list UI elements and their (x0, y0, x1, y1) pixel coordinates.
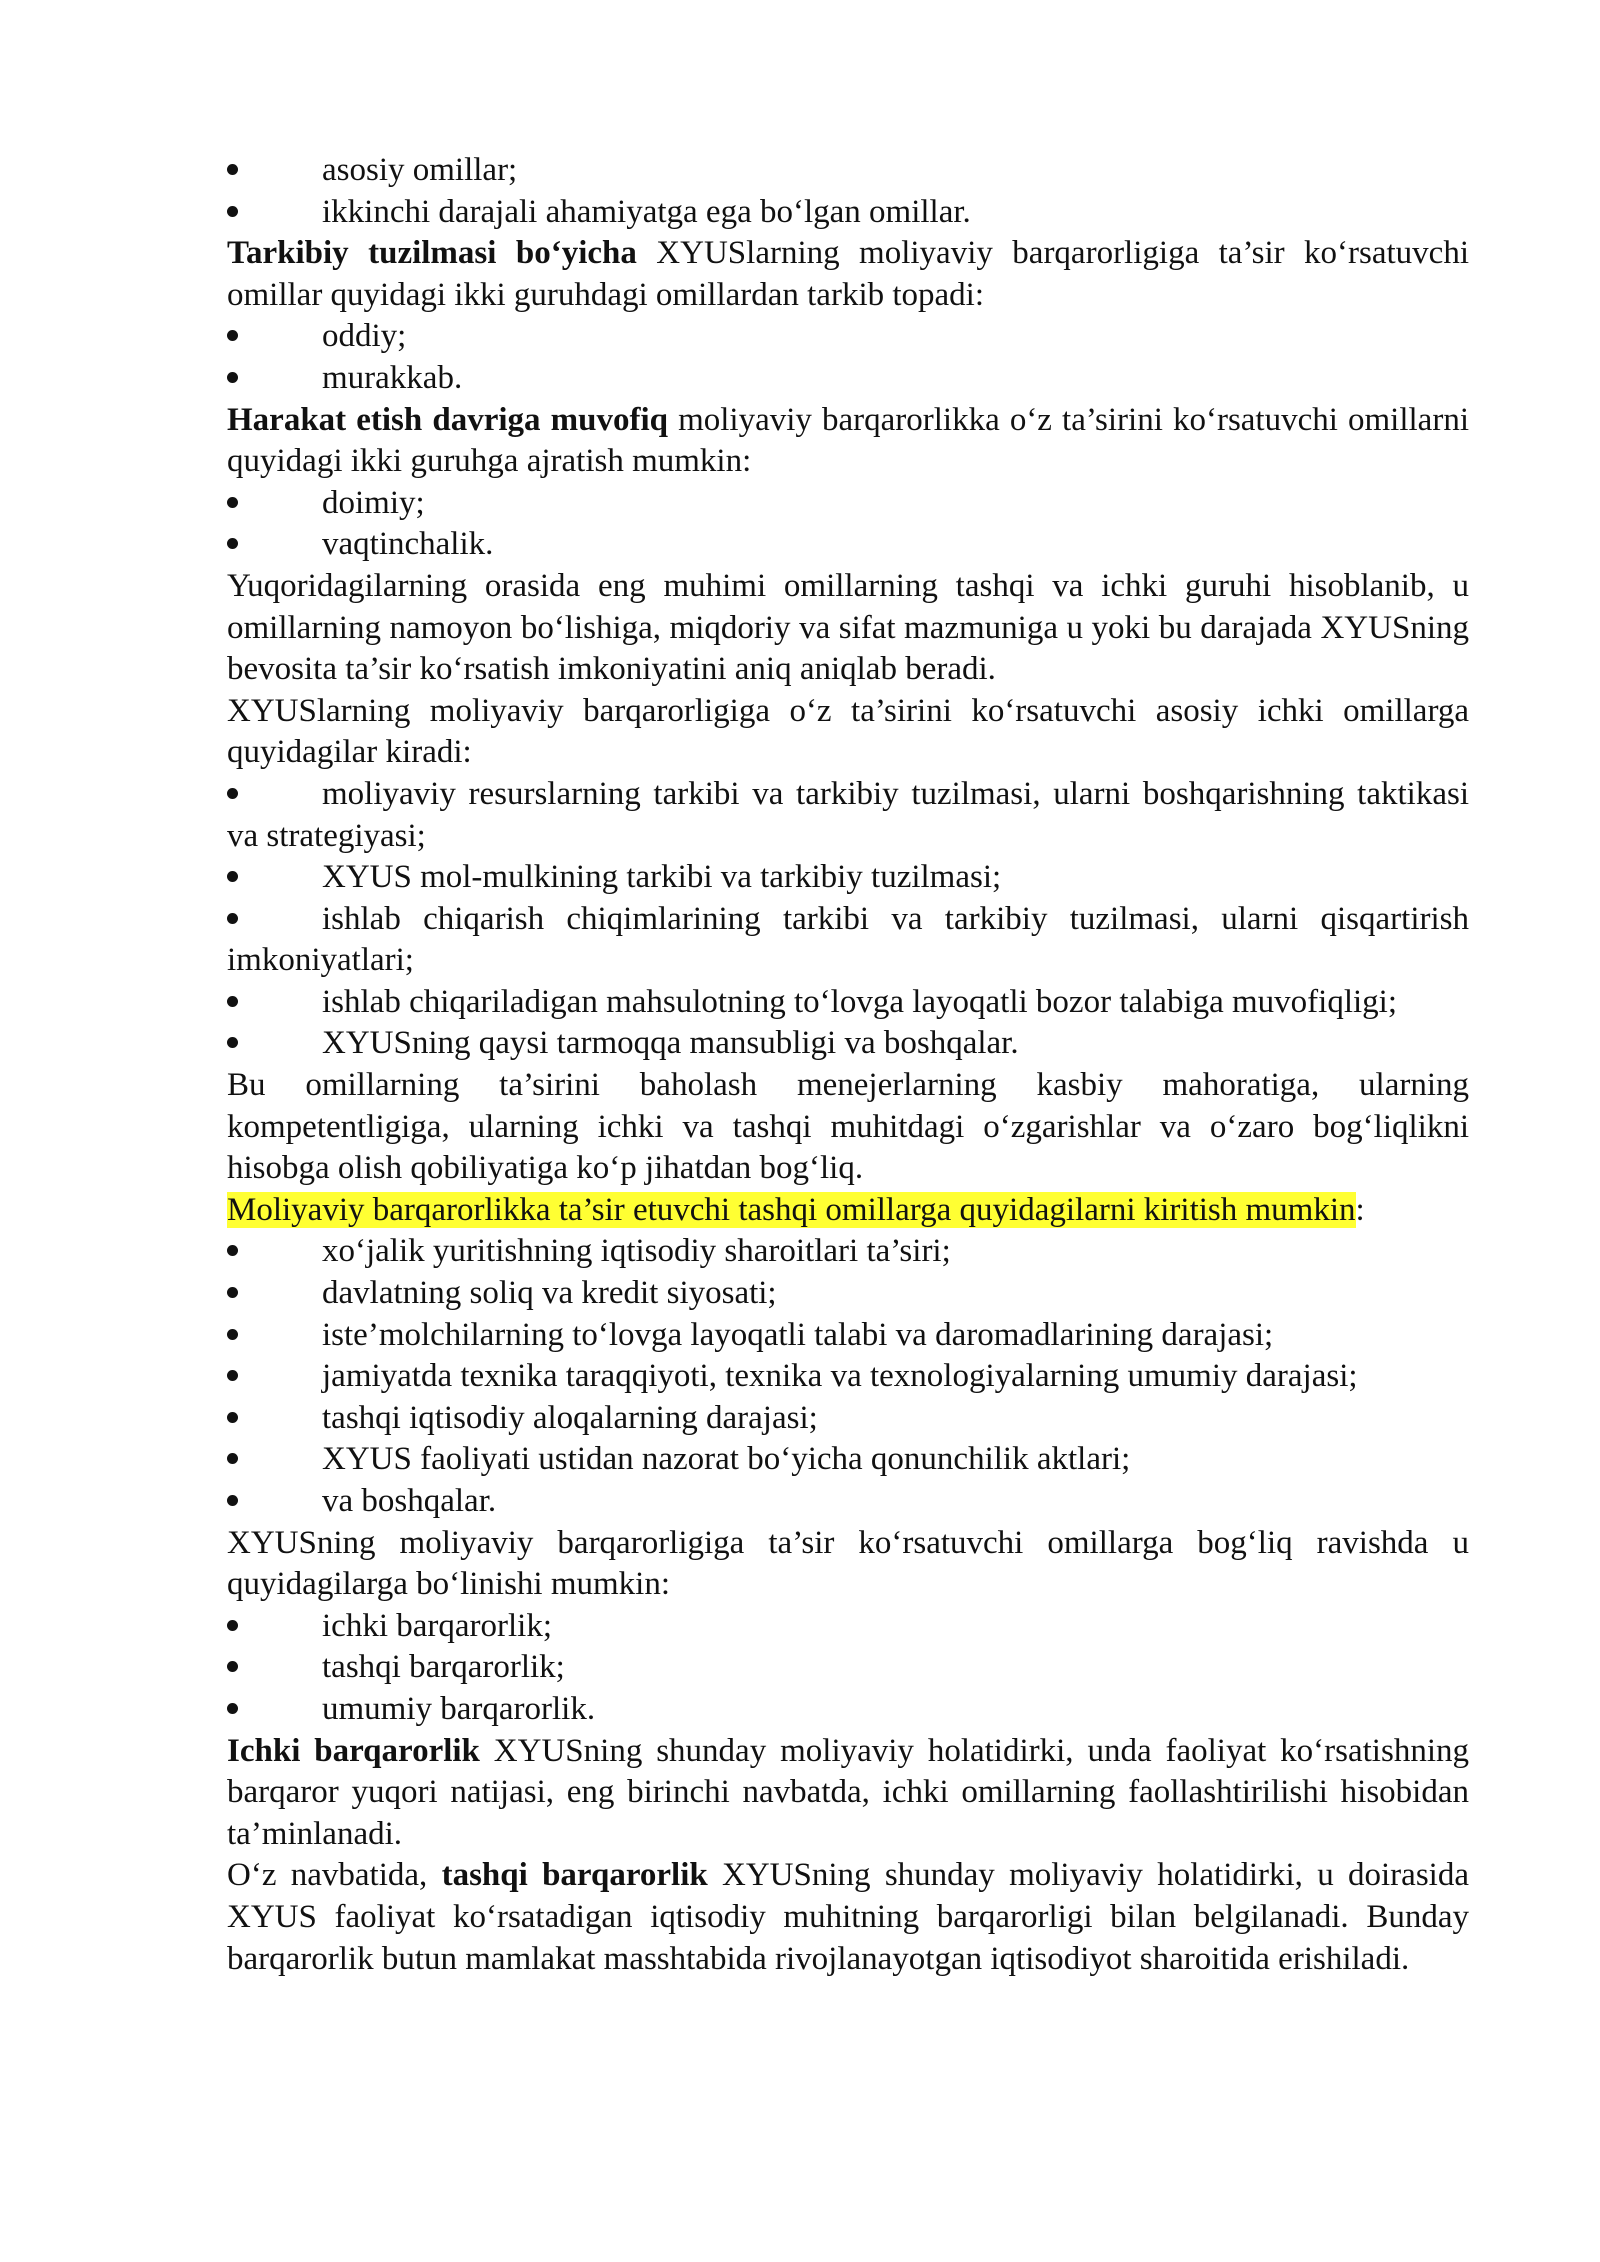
list-item-text: tashqi barqarorlik; (322, 1649, 565, 1686)
bold-term: tashqi barqarorlik (441, 1857, 708, 1894)
list-item (227, 1481, 1469, 1523)
list-item-text: ichki barqarorlik; (322, 1607, 553, 1644)
list-item (227, 1356, 1469, 1398)
list-item (227, 1439, 1469, 1481)
list-item (227, 1023, 1469, 1065)
list-item-text: asosiy omillar; (322, 152, 518, 188)
list-item (227, 1606, 1469, 1648)
list-item-text: va boshqalar. (322, 1483, 497, 1519)
list-item-text: davlatning soliq va kredit siyosati; (322, 1275, 777, 1312)
paragraph-text: XYUSning shunday moliyaviy holatidirki, unda faoliyat ko‘rsatishning barqaror yuqori natijasi, eng birinchi navbatda, ichki omillarning faollashtirilishi hisobidan ta’minlanadi. (227, 1732, 1469, 1852)
paragraph-period (227, 400, 1469, 483)
list-item (227, 150, 1469, 192)
list-item-text: moliyaviy resurslarning tarkibi va tarkibiy tuzilmasi, ularni boshqarishning taktikasi va strategiyasi; (227, 775, 1469, 854)
list-item-text: jamiyatda texnika taraqqiyoti, texnika va texnologiyalarning umumiy darajasi; (322, 1358, 1358, 1395)
bold-term: Ichki barqarorlik (227, 1732, 480, 1769)
list-item (227, 1315, 1469, 1357)
list-item-text: xo‘jalik yuritishning iqtisodiy sharoitlari ta’siri; (322, 1233, 951, 1270)
list-item (227, 316, 1469, 358)
list-item (227, 483, 1469, 525)
paragraph-text: : (1355, 1191, 1365, 1228)
list-item (227, 1689, 1469, 1731)
paragraph-internal-stability (227, 1731, 1469, 1856)
paragraph-text: O‘z navbatida, (227, 1857, 442, 1894)
paragraph-text: XYUSning shunday moliyaviy holatidirki, u doirasida XYUS faoliyat ko‘rsatadigan iqtisodiy muhitning barqarorligi bilan belgilanadi. Bunday barqarorlik butun mamlakat masshtabida rivojlanayotgan iqtisodiyot sharoitida erishiladi. (227, 1857, 1469, 1977)
list-item (227, 1273, 1469, 1315)
list-item (227, 192, 1469, 234)
paragraph-structure (227, 233, 1469, 316)
highlighted-text: Moliyaviy barqarorlikka ta’sir etuvchi tashqi omillarga quyidagilarni kiritish mumkin (227, 1191, 1356, 1228)
list-item (227, 774, 1469, 857)
list-item-text: murakkab. (322, 359, 463, 396)
list-item (227, 899, 1469, 982)
bold-term: Tarkibiy tuzilmasi bo‘yicha (227, 235, 637, 272)
list-item-text: tashqi iqtisodiy aloqalarning darajasi; (322, 1399, 818, 1436)
list-item (227, 857, 1469, 899)
list-item-text: doimiy; (322, 484, 425, 521)
list-item-text: XYUSning qaysi tarmoqqa mansubligi va boshqalar. (322, 1025, 1019, 1062)
paragraph-text: moliyaviy barqarorlikka o‘z ta’sirini ko‘rsatuvchi omillarni quyidagi ikki guruhga ajratish mumkin: (227, 401, 1469, 480)
paragraph-managers: Bu omillarning ta’sirini baholash menejerlarning kasbiy mahoratiga, ularning kompetentligiga, ularning ichki va tashqi muhitdagi o‘zgarishlar va o‘zaro bog‘liqlikni hisobga olish qobiliyatiga ko‘p jihatdan bog‘liq. (227, 1067, 1469, 1187)
paragraph-internal-factors: XYUSlarning moliyaviy barqarorligiga o‘z ta’sirini ko‘rsatuvchi asosiy ichki omillarga quyidagilar kiradi: (227, 692, 1469, 771)
list-item (227, 1231, 1469, 1273)
list-item-text: umumiy barqarorlik. (322, 1690, 596, 1727)
paragraph-external-factors (227, 1190, 1469, 1232)
paragraph-groups: Yuqoridagilarning orasida eng muhimi omillarning tashqi va ichki guruhi hisoblanib, u omillarning namoyon bo‘lishiga, miqdoriy va sifat mazmuniga u yoki bu darajada XYUSning bevosita ta’sir ko‘rsatish imkoniyatini aniq aniqlab beradi. (227, 567, 1469, 688)
bold-term: Harakat etish davriga muvofiq (227, 401, 668, 438)
list-item (227, 982, 1469, 1024)
document-body (227, 150, 1469, 1980)
paragraph-stability-types: XYUSning moliyaviy barqarorligiga ta’sir ko‘rsatuvchi omillarga bog‘liq ravishda u quyidagilarga bo‘linishi mumkin: (227, 1524, 1469, 1603)
list-item-text: oddiy; (322, 318, 407, 355)
paragraph-text: XYUSlarning moliyaviy barqarorligiga ta’sir ko‘rsatuvchi omillar quyidagi ikki guruhdagi omillardan tarkib topadi: (227, 235, 1469, 313)
paragraph-external-stability (227, 1855, 1469, 1980)
list-item (227, 524, 1469, 566)
list-item-text: ishlab chiqarish chiqimlarining tarkibi va tarkibiy tuzilmasi, ularni qisqartirish imkoniyatlari; (227, 900, 1469, 979)
list-item (227, 358, 1469, 400)
list-item-text: iste’molchilarning to‘lovga layoqatli talabi va daromadlarining darajasi; (322, 1316, 1274, 1353)
list-item-text: XYUS mol-mulkining tarkibi va tarkibiy tuzilmasi; (322, 859, 1002, 896)
list-item-text: XYUS faoliyati ustidan nazorat bo‘yicha qonunchilik aktlari; (322, 1441, 1131, 1478)
list-item (227, 1398, 1469, 1440)
list-item-text: ishlab chiqariladigan mahsulotning to‘lovga layoqatli bozor talabiga muvofiqligi; (322, 983, 1398, 1020)
list-item (227, 1647, 1469, 1689)
list-item-text: vaqtinchalik. (322, 526, 494, 563)
list-item-text: ikkinchi darajali ahamiyatga ega bo‘lgan omillar. (322, 193, 971, 230)
